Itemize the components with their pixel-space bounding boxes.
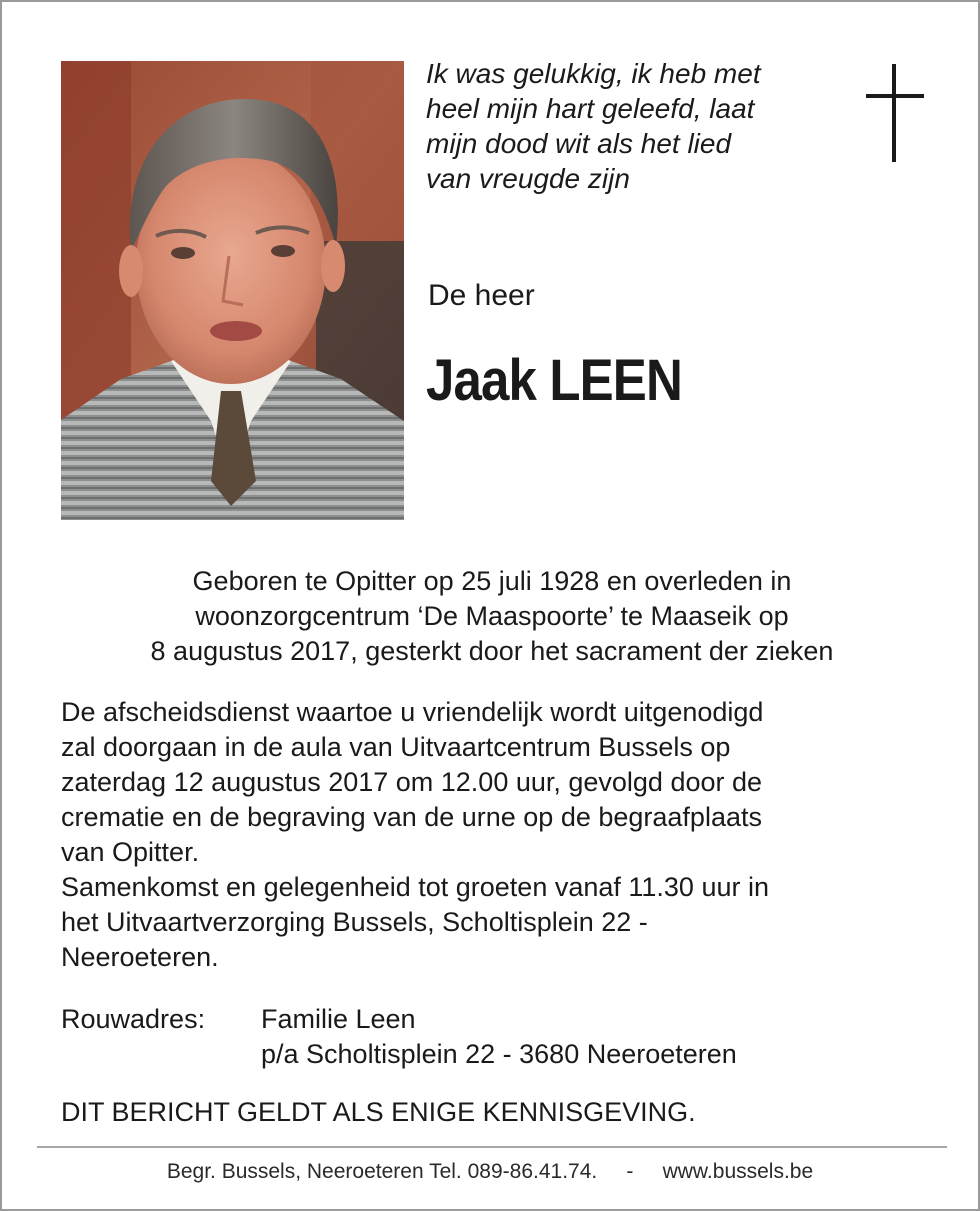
notice: DIT BERICHT GELDT ALS ENIGE KENNISGEVING.: [61, 1097, 696, 1127]
footer: [2, 1157, 978, 1187]
service-line: van Opitter.: [61, 837, 200, 867]
poem-line: heel mijn hart geleefd, laat: [426, 93, 755, 124]
footer-divider: [37, 1146, 947, 1148]
birth-death-details: [42, 564, 942, 669]
service-line: zaterdag 12 augustus 2017 om 12.00 uur, gevolgd door de: [61, 767, 763, 797]
deceased-name: Jaak LEEN: [426, 348, 682, 413]
salutation: De heer: [428, 279, 535, 312]
service-line: Neeroeteren.: [61, 942, 219, 972]
birth-line: Geboren te Opitter op 25 juli 1928 en overleden in: [192, 566, 792, 596]
cross-icon: [866, 64, 924, 162]
service-line: Samenkomst en gelegenheid tot groeten vanaf 11.30 uur in: [61, 872, 769, 902]
service-line: het Uitvaartverzorging Bussels, Scholtisplein 22 -: [61, 907, 648, 937]
footer-separator: -: [626, 1160, 634, 1183]
poem-line: Ik was gelukkig, ik heb met: [426, 58, 761, 89]
address-line: p/a Scholtisplein 22 - 3680 Neeroeteren: [261, 1039, 737, 1069]
poem-line: mijn dood wit als het lied: [426, 128, 732, 159]
service-line: crematie en de begraving van de urne op de begraafplaats: [61, 802, 762, 832]
portrait-photo: [61, 61, 404, 520]
service-details: [61, 695, 941, 975]
poem-line: van vreugde zijn: [426, 163, 630, 194]
birth-line: woonzorgcentrum ‘De Maaspoorte’ te Maaseik op: [195, 601, 789, 631]
address-line: Familie Leen: [261, 1004, 416, 1034]
service-line: De afscheidsdienst waartoe u vriendelijk wordt uitgenodigd: [61, 697, 764, 727]
poem: [426, 56, 846, 196]
birth-line: 8 augustus 2017, gesterkt door het sacrament der zieken: [150, 636, 834, 666]
footer-website-link[interactable]: www.bussels.be: [662, 1160, 814, 1183]
footer-company: Begr. Bussels, Neeroeteren Tel. 089-86.41.74.: [166, 1160, 598, 1183]
address-label: Rouwadres:: [61, 1004, 206, 1034]
service-line: zal doorgaan in de aula van Uitvaartcentrum Bussels op: [61, 732, 731, 762]
